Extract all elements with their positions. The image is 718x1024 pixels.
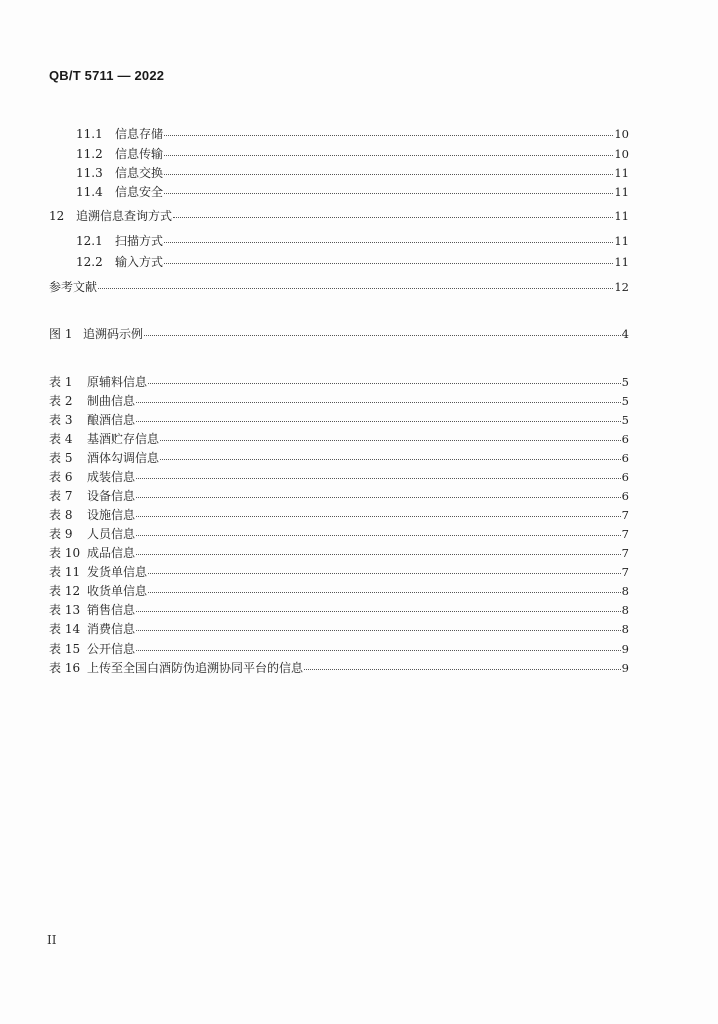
table-title: 发货单信息 bbox=[87, 565, 148, 579]
toc-entry-title: 扫描方式 bbox=[115, 234, 164, 248]
table-page: 7 bbox=[621, 565, 629, 579]
table-number: 表 4 bbox=[49, 432, 73, 446]
table-entry-10[interactable] bbox=[49, 545, 629, 561]
table-title: 原辅料信息 bbox=[87, 375, 148, 389]
table-number: 表 16 bbox=[49, 661, 81, 675]
dot-leader bbox=[164, 253, 613, 264]
table-title: 上传至全国白酒防伪追溯协同平台的信息 bbox=[87, 661, 304, 675]
toc-entry-title: 参考文献 bbox=[49, 280, 98, 294]
table-title: 成品信息 bbox=[87, 546, 136, 560]
table-title: 制曲信息 bbox=[87, 394, 136, 408]
table-entry-12[interactable] bbox=[49, 583, 629, 599]
toc-entry-12-1[interactable] bbox=[76, 233, 629, 249]
table-title: 设备信息 bbox=[87, 489, 136, 503]
toc-entry-page: 10 bbox=[614, 127, 629, 141]
toc-entry-page: 11 bbox=[614, 234, 629, 248]
dot-leader bbox=[136, 601, 621, 612]
dot-leader bbox=[160, 449, 621, 460]
table-entry-5[interactable] bbox=[49, 450, 629, 466]
table-title: 成装信息 bbox=[87, 470, 136, 484]
toc-entry-title: 追溯信息查询方式 bbox=[76, 209, 173, 223]
dot-leader bbox=[164, 145, 613, 156]
table-number: 表 14 bbox=[49, 622, 81, 636]
toc-entry-title: 输入方式 bbox=[115, 255, 164, 269]
table-title: 酒体勾调信息 bbox=[87, 451, 160, 465]
table-number: 表 13 bbox=[49, 603, 81, 617]
table-entry-2[interactable] bbox=[49, 393, 629, 409]
table-number: 表 2 bbox=[49, 394, 73, 408]
table-title: 基酒贮存信息 bbox=[87, 432, 160, 446]
dot-leader bbox=[136, 525, 621, 536]
table-title: 设施信息 bbox=[87, 508, 136, 522]
dot-leader bbox=[136, 487, 621, 498]
table-number: 表 1 bbox=[49, 375, 73, 389]
toc-entry-number: 12.2 bbox=[76, 255, 103, 269]
table-entry-9[interactable] bbox=[49, 526, 629, 542]
toc-entry-page: 11 bbox=[614, 209, 629, 223]
dot-leader bbox=[164, 183, 613, 194]
toc-entry-title: 信息存储 bbox=[115, 127, 164, 141]
toc-entry-12[interactable] bbox=[49, 208, 629, 224]
table-entry-1[interactable] bbox=[49, 374, 629, 390]
table-number: 表 9 bbox=[49, 527, 73, 541]
table-entry-6[interactable] bbox=[49, 469, 629, 485]
table-page: 8 bbox=[621, 622, 629, 636]
table-page: 9 bbox=[621, 642, 629, 656]
table-page: 6 bbox=[621, 432, 629, 446]
table-number: 表 11 bbox=[49, 565, 81, 579]
toc-entry-title: 信息传输 bbox=[115, 147, 164, 161]
toc-entry-page: 11 bbox=[614, 255, 629, 269]
table-number: 表 3 bbox=[49, 413, 73, 427]
toc-entry-11-3[interactable] bbox=[76, 165, 629, 181]
figure-title: 追溯码示例 bbox=[83, 327, 144, 341]
toc-entry-number: 11.3 bbox=[76, 166, 103, 180]
table-number: 表 12 bbox=[49, 584, 81, 598]
dot-leader bbox=[136, 506, 621, 517]
table-entry-4[interactable] bbox=[49, 431, 629, 447]
table-entry-7[interactable] bbox=[49, 488, 629, 504]
dot-leader bbox=[173, 207, 613, 218]
table-page: 8 bbox=[621, 584, 629, 598]
dot-leader bbox=[148, 373, 621, 384]
dot-leader bbox=[164, 232, 613, 243]
table-page: 7 bbox=[621, 546, 629, 560]
dot-leader bbox=[164, 164, 613, 175]
dot-leader bbox=[304, 659, 621, 670]
figure-page: 4 bbox=[621, 327, 629, 341]
toc-entry-bibliography[interactable] bbox=[49, 279, 629, 295]
toc-entry-page: 11 bbox=[614, 166, 629, 180]
toc-entry-11-1[interactable] bbox=[76, 126, 629, 142]
toc-entry-number: 11.4 bbox=[76, 185, 103, 199]
toc-entry-page: 12 bbox=[614, 280, 629, 294]
dot-leader bbox=[136, 392, 621, 403]
table-page: 5 bbox=[621, 375, 629, 389]
table-page: 8 bbox=[621, 603, 629, 617]
dot-leader bbox=[136, 544, 621, 555]
dot-leader bbox=[136, 411, 621, 422]
toc-entry-number: 12.1 bbox=[76, 234, 103, 248]
table-entry-16[interactable] bbox=[49, 660, 629, 676]
table-number: 表 5 bbox=[49, 451, 73, 465]
dot-leader bbox=[148, 563, 621, 574]
toc-entry-page: 10 bbox=[614, 147, 629, 161]
toc-entry-12-2[interactable] bbox=[76, 254, 629, 270]
table-title: 消费信息 bbox=[87, 622, 136, 636]
dot-leader bbox=[148, 582, 621, 593]
table-page: 7 bbox=[621, 527, 629, 541]
toc-entry-number: 11.1 bbox=[76, 127, 103, 141]
table-number: 表 7 bbox=[49, 489, 73, 503]
dot-leader bbox=[144, 325, 621, 336]
table-page: 7 bbox=[621, 508, 629, 522]
standard-code-header: QB/T 5711 — 2022 bbox=[49, 68, 165, 83]
toc-entry-page: 11 bbox=[614, 185, 629, 199]
dot-leader bbox=[164, 125, 613, 136]
table-page: 9 bbox=[621, 661, 629, 675]
table-title: 销售信息 bbox=[87, 603, 136, 617]
table-entry-14[interactable] bbox=[49, 621, 629, 637]
dot-leader bbox=[160, 430, 621, 441]
table-entry-11[interactable] bbox=[49, 564, 629, 580]
table-number: 表 8 bbox=[49, 508, 73, 522]
table-title: 公开信息 bbox=[87, 642, 136, 656]
table-page: 6 bbox=[621, 451, 629, 465]
table-entry-3[interactable] bbox=[49, 412, 629, 428]
toc-entry-11-4[interactable] bbox=[76, 184, 629, 200]
table-number: 表 6 bbox=[49, 470, 73, 484]
figure-entry-1[interactable] bbox=[49, 326, 629, 342]
dot-leader bbox=[98, 278, 613, 289]
table-entry-8[interactable] bbox=[49, 507, 629, 523]
table-entry-15[interactable] bbox=[49, 641, 629, 657]
table-page: 5 bbox=[621, 413, 629, 427]
toc-entry-number: 12 bbox=[49, 209, 65, 223]
toc-entry-title: 信息交换 bbox=[115, 166, 164, 180]
figure-number: 图 1 bbox=[49, 327, 73, 341]
table-page: 6 bbox=[621, 470, 629, 484]
dot-leader bbox=[136, 620, 621, 631]
dot-leader bbox=[136, 640, 621, 651]
page-number-footer: II bbox=[47, 933, 57, 947]
dot-leader bbox=[136, 468, 621, 479]
toc-entry-11-2[interactable] bbox=[76, 146, 629, 162]
table-entry-13[interactable] bbox=[49, 602, 629, 618]
toc-entry-number: 11.2 bbox=[76, 147, 103, 161]
toc-entry-title: 信息安全 bbox=[115, 185, 164, 199]
table-number: 表 10 bbox=[49, 546, 81, 560]
table-page: 5 bbox=[621, 394, 629, 408]
table-page: 6 bbox=[621, 489, 629, 503]
table-title: 酿酒信息 bbox=[87, 413, 136, 427]
table-number: 表 15 bbox=[49, 642, 81, 656]
table-title: 人员信息 bbox=[87, 527, 136, 541]
table-title: 收货单信息 bbox=[87, 584, 148, 598]
